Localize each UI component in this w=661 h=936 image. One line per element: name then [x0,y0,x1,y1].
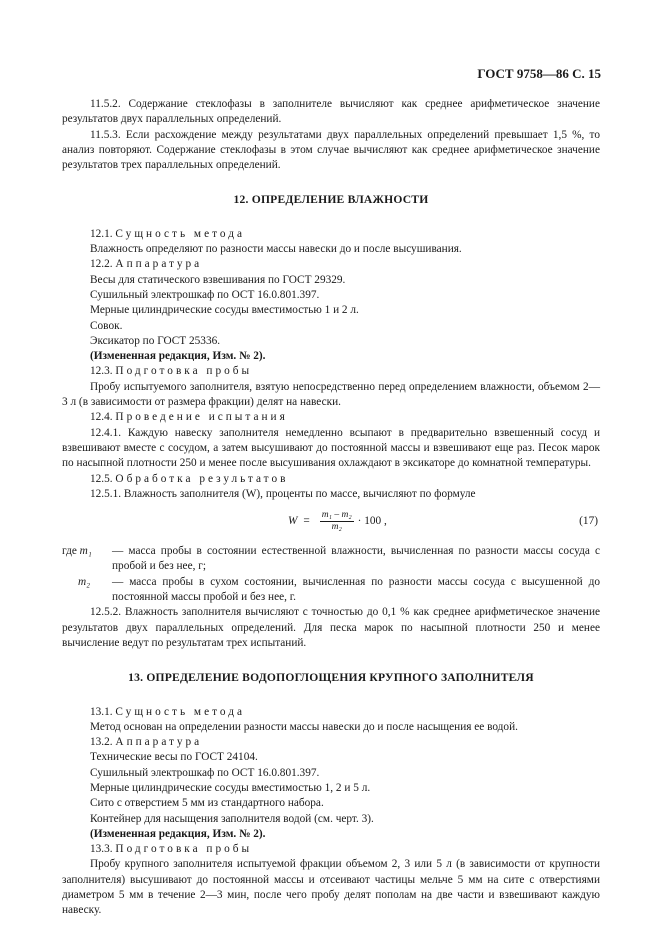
where-label: где [62,545,77,558]
equation-number: (17) [579,515,598,528]
subsection-title: Сущность метода [115,705,245,718]
definition-text: — масса пробы в состоянии естественной влажности, вычисленная по разности массы сосуда с пробой и без нее, г; [112,545,600,573]
subsection-title: Обработка результатов [115,472,289,485]
subsection-number: 12.5. [90,472,113,485]
subsection-number: 13.2. [90,736,113,749]
equipment-item: Контейнер для насыщения заполнителя водой (см. черт. 3). [90,812,374,825]
subsection-title: Подготовка пробы [115,365,253,378]
paragraph-13-1: Метод основан на определении разности массы навески до и после насыщения ее водой. [90,720,518,733]
subsection-12-1 [62,227,600,242]
symbol-m1: m₁ [79,545,92,558]
subsection-number: 13.1. [90,705,113,718]
subsection-title: Аппаратура [115,258,203,271]
subsection-number: 12.4. [90,411,113,424]
equipment-item: Сито с отверстием 5 мм из стандартного набора. [90,797,324,810]
subsection-title: Аппаратура [115,736,203,749]
page-header: ГОСТ 9758—86 С. 15 [477,66,601,81]
paragraph-11-5-3: 11.5.3. Если расхождение между результатами двух параллельных определений превышает 1,5 %, то анализ повторяют. Содержание стеклофазы в этом случае вычисляют как среднее арифметическое значение результатов трех параллельных определений. [62,128,600,172]
subsection-13-1 [62,705,600,720]
subsection-number: 12.2. [90,258,113,271]
definition-m1 [62,544,600,575]
subsection-title: Подготовка пробы [115,843,253,856]
subsection-12-5 [62,472,600,487]
equipment-item: Сушильный электрошкаф по ОСТ 16.0.801.397. [90,766,320,779]
formula-equals: = [303,514,310,527]
paragraph-12-4-1: 12.4.1. Каждую навеску заполнителя немедленно всыпают в предварительно взвешенный сосуд и взвешивают вместе с сосудом, а затем высушивают до постоянной массы и взвешивают еще раз. Песок марок по насыпной плотности 250 и менее после высушивания охлаждают в эксикаторе до комнатной температуры. [62,426,600,470]
equipment-item: Мерные цилиндрические сосуды вместимостью 1 и 2 л. [90,304,359,317]
equipment-item: Технические весы по ГОСТ 24104. [90,751,258,764]
paragraph-13-3: Пробу крупного заполнителя испытуемой фракции объемом 2, 3 или 5 л (в зависимости от крупности заполнителя) высушивают до постоянной массы и отсеивают частицы мельче 5 мм на сите с отверстиями диаметром 5 мм в течение 2—3 мин, после чего пробу делят пополам на две части и взвешивают каждую навеску. [62,858,600,917]
definition-text: — масса пробы в сухом состоянии, вычисленная по разности массы сосуда с высушенной до постоянной массы пробой и без нее, г. [112,575,600,604]
formula-tail: · 100 , [357,514,387,527]
symbol-m2: m₂ [78,575,91,588]
equipment-item: Эксикатор по ГОСТ 25336. [90,334,221,347]
paragraph-12-1: Влажность определяют по разности массы навески до и после высушивания. [90,243,462,256]
paragraph-11-5-2: 11.5.2. Содержание стеклофазы в заполнителе вычисляют как среднее арифметическое значение результатов двух параллельных определений. [62,98,600,126]
subsection-12-2 [62,257,600,272]
subsection-number: 12.3. [90,365,113,378]
paragraph-12-5-1: 12.5.1. Влажность заполнителя (W), проценты по массе, вычисляют по формуле [90,487,476,500]
subsection-12-4 [62,410,600,425]
document-body [62,97,600,919]
formula-lhs: W [288,514,298,527]
definition-symbol [62,575,112,606]
subsection-number: 13.3. [90,843,113,856]
subsection-12-3 [62,364,600,379]
formula-denominator: m₂ [331,522,342,533]
amendment-note: (Измененная редакция, Изм. № 2). [90,827,266,840]
formula-expression [288,510,387,533]
subsection-title: Сущность метода [115,227,245,240]
equipment-item: Совок. [90,319,123,332]
subsection-title: Проведение испытания [115,411,288,424]
equipment-item: Сушильный электрошкаф по ОСТ 16.0.801.397. [90,288,320,301]
subsection-13-3 [62,842,600,857]
paragraph-12-5-2: 12.5.2. Влажность заполнителя вычисляют с точностью до 0,1 % как среднее арифметическое значение результатов двух параллельных определений. Для песка марок по насыпной плотности 250 и менее вычисление ведут по результатам трех испытаний. [62,606,600,649]
subsection-number: 12.1. [90,227,113,240]
subsection-13-2 [62,735,600,750]
section-heading-12: 12. ОПРЕДЕЛЕНИЕ ВЛАЖНОСТИ [233,193,429,207]
formula-numerator: m₁ – m₂ [321,510,352,521]
amendment-note: (Измененная редакция, Изм. № 2). [90,350,266,363]
formula-definitions [62,544,600,605]
definition-symbol [62,544,112,575]
equipment-item: Весы для статического взвешивания по ГОСТ 29329. [90,273,346,286]
section-heading-13: 13. ОПРЕДЕЛЕНИЕ ВОДОПОГЛОЩЕНИЯ КРУПНОГО ЗАПОЛНИТЕЛЯ [128,671,534,685]
formula-fraction [320,510,354,533]
equipment-item: Мерные цилиндрические сосуды вместимостью 1, 2 и 5 л. [90,781,371,794]
formula-17 [62,508,600,538]
paragraph-12-3: Пробу испытуемого заполнителя, взятую непосредственно перед определением влажности, объемом 2—3 л (в зависимости от размера фракции) делят на навески. [62,380,600,409]
definition-m2 [62,575,600,606]
